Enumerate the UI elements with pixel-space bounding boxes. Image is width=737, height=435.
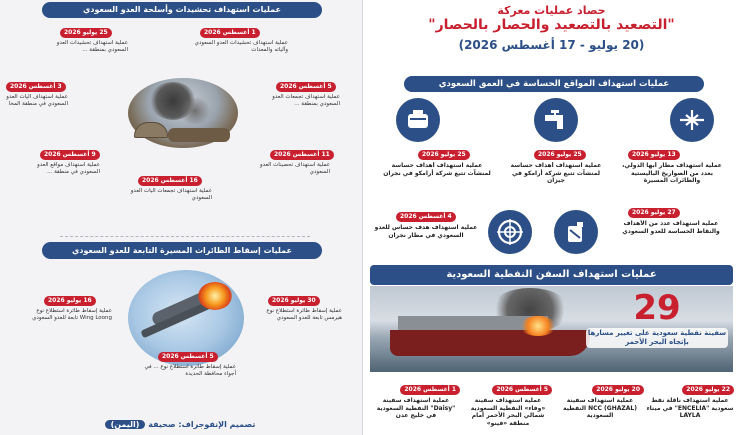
date-badge: 27 يوليو 2026 (628, 208, 680, 218)
fire-shape (198, 282, 232, 310)
divider (60, 236, 310, 237)
footer-credit (80, 417, 280, 432)
ship-hull-shape (390, 330, 590, 356)
ships-count: 29 (633, 288, 681, 328)
date-badge: 5 أغسطس 2026 (276, 82, 336, 92)
item-text: عملية استهداف آليات العدو السعودي في منطقة المخا (6, 94, 68, 107)
target-text: عملية استهداف أهداف حساسة لمنشآت تتبع شركة أرامكو في جيزان (510, 162, 602, 184)
ship-text: عملية استهداف سفينة "Daisy" النفطية السعودية في خليج عدن (376, 397, 456, 419)
title-line-1: حصاد عمليات معركة (497, 4, 606, 17)
hangar-shape (134, 122, 168, 138)
fire-shape (520, 316, 556, 336)
smoke-shape (178, 98, 212, 124)
date-badge: 22 يوليو 2026 (682, 385, 734, 395)
item-text: عملية إسقاط طائرة استطلاع نوع Wing Loong تابعة للعدو السعودي (32, 308, 112, 321)
target-icon (488, 210, 532, 254)
section-title-sensitive-sites: عمليات استهداف المواقع الحساسة في العمق السعودي (404, 76, 704, 92)
ship-card (464, 376, 552, 432)
section-title-weapons: عمليات استهداف تحشيدات وأسلحة العدو السعودي (42, 2, 322, 18)
ship-card (646, 376, 734, 432)
section-title-oil-ships: عمليات استهداف السفن النفطية السعودية (370, 265, 733, 285)
ground-shape (168, 128, 230, 142)
date-badge: 4 أغسطس 2026 (396, 212, 456, 222)
fuel-can-icon (554, 210, 598, 254)
section-title-drones: عمليات إسقاط الطائرات المسيرة التابعة للعدو السعودي (42, 242, 322, 259)
ship-card (556, 376, 644, 432)
item-text: عملية إسقاط طائرة استطلاع نوع هيرمس تابعة للعدو السعودي (266, 308, 342, 321)
footer-prefix: تصميم الإنفوجراف: صحيفة (148, 420, 256, 429)
pipe-valve-icon (534, 98, 578, 142)
target-text: عملية استهداف عدد من الأهداف والنقاط الحساسة للعدو السعودي (622, 220, 720, 235)
item-text: عملية استهداف تجمعات العدو السعودي بمنطقة ... (272, 94, 340, 107)
date-badge: 1 أغسطس 2026 (400, 385, 460, 395)
date-badge: 30 يوليو 2026 (268, 296, 320, 306)
date-badge: 25 يوليو 2026 (534, 150, 586, 160)
date-badge: 11 أغسطس 2026 (270, 150, 334, 160)
date-badge: 3 أغسطس 2026 (6, 82, 66, 92)
item-text: عملية إسقاط طائرة استطلاع نوع ... في أجواء محافظة الحديدة (144, 364, 236, 377)
item-text: عملية استهداف تجمعات آليات العدو السعودي (130, 188, 212, 201)
ship-card (372, 376, 460, 432)
date-badge: 25 يوليو 2026 (418, 150, 470, 160)
date-badge: 16 أغسطس 2026 (138, 176, 202, 186)
date-badge: 20 يوليو 2026 (592, 385, 644, 395)
target-text: عملية استهداف مطار أبها الدولي، بعدد من الصواريخ الباليستية والطائرات المسيرة (622, 162, 722, 184)
title-banner (366, 0, 737, 68)
title-line-2: "التصعيد بالتصعيد والحصار بالحصار" (428, 17, 675, 33)
target-text: عملية استهداف أهداف حساسة لمنشآت تتبع شركة أرامكو في نجران (383, 162, 491, 177)
drone-icon (670, 98, 714, 142)
date-badge: 1 أغسطس 2026 (200, 28, 260, 38)
footer-brand: (اليمن) (105, 420, 146, 429)
ship-text: عملية استهداف سفينة (GHAZAL) NCC النفطية السعودية (563, 397, 637, 419)
item-text: عملية استهداف مواقع العدو السعودي في منطقة ... (37, 162, 100, 175)
oil-tank-icon (396, 98, 440, 142)
ship-text: عملية استهداف ناقلة نفط سعودية "ENCELIA" في ميناء LAYLA (646, 397, 734, 419)
date-badge: 25 يوليو 2026 (60, 28, 112, 38)
date-badge: 13 يوليو 2026 (628, 150, 680, 160)
ships-caption: سفينة نفطية سعودية على تغيير مسارها بإتجاه البحر الأحمر (587, 329, 727, 346)
date-badge: 5 أغسطس 2026 (492, 385, 552, 395)
ship-text: عملية استهداف سفينة «وفاء» النفطية السعودية شمالي البحر الأحمر أمام منطقة «فينو» (470, 397, 546, 427)
target-text: عملية استهداف هدف حساس للعدو السعودي في مطار نجران (374, 224, 478, 239)
item-text: عملية استهداف تحصينات العدو السعودي (259, 162, 330, 175)
date-badge: 16 يوليو 2026 (44, 296, 96, 306)
item-text: عملية استهداف تحشيدات العدو السعودي وآلياته والمعدات (194, 40, 288, 53)
title-line-3: (20 يوليو - 17 أغسطس 2026) (458, 38, 645, 52)
date-badge: 9 أغسطس 2026 (40, 150, 100, 160)
right-infographic-panel (366, 0, 737, 435)
left-infographic-panel (0, 0, 363, 435)
date-badge: 5 أغسطس 2026 (158, 352, 218, 362)
item-text: عملية استهداف تحشيدات العدو السعودي بمنطقة ... (56, 40, 128, 53)
